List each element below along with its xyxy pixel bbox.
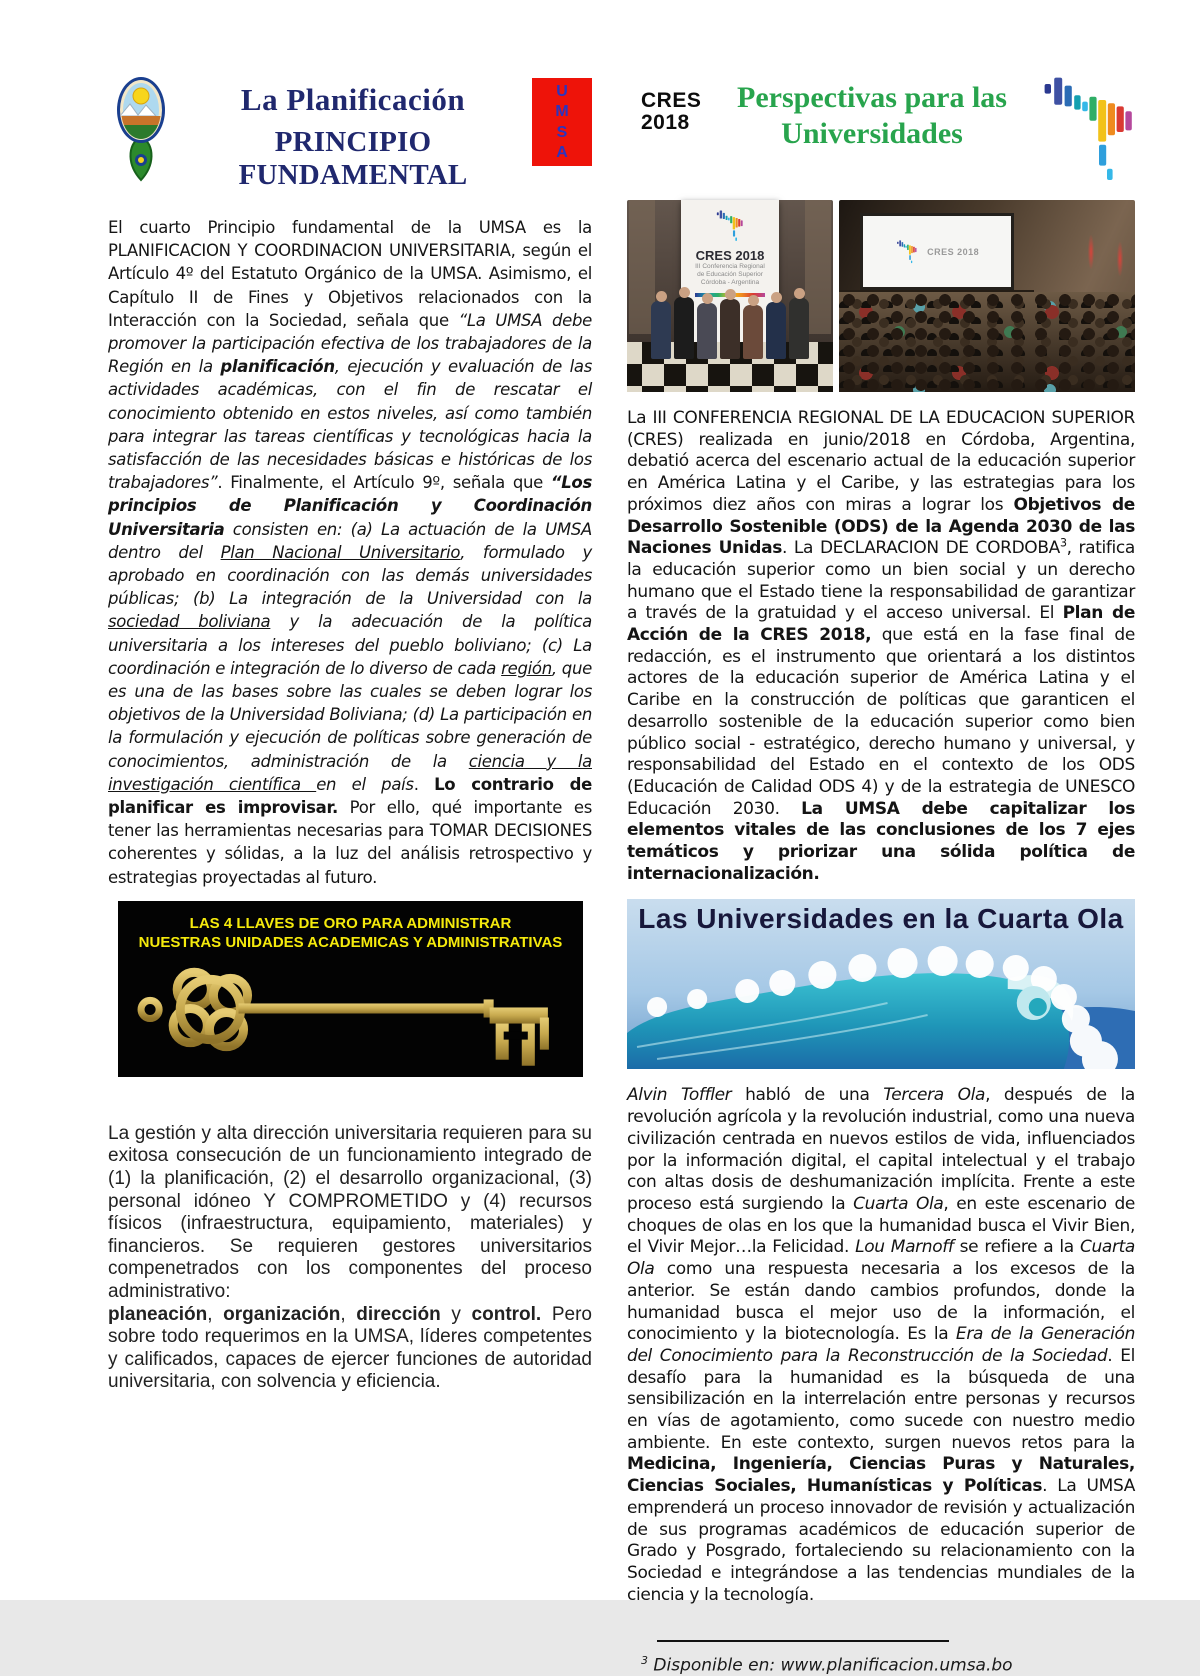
- conference-photos-row: [627, 200, 1135, 392]
- person-silhouette: [651, 301, 671, 359]
- banner-subtitle: III Conferencia Regional: [695, 263, 765, 270]
- footnote-text: [627, 1654, 1135, 1676]
- umsa-coat-of-arms-logo: [108, 74, 174, 182]
- cres-tag-line1: CRES: [641, 89, 702, 112]
- people-group: [627, 297, 833, 359]
- footnote-url: Disponible en: www.planificacion.umsa.bo: [648, 1656, 1013, 1676]
- umsa-badge: [532, 78, 592, 166]
- right-title: Perspectivas para las Universidades: [737, 81, 1007, 150]
- badge-letter: S: [556, 123, 568, 141]
- person-silhouette: [789, 298, 809, 359]
- footnote-block: [627, 1640, 1135, 1676]
- screen-label: CRES 2018: [927, 246, 980, 257]
- badge-letter: U: [556, 83, 568, 101]
- footnote-rule: [657, 1640, 949, 1642]
- wave-figure-title: Las Universidades en la Cuarta Ola: [638, 903, 1124, 935]
- right-paragraph-cres: La III CONFERENCIA REGIONAL DE LA EDUCACION SUPERIOR (CRES) realizada en junio/2018 en Córdoba, Argentina, debatió acerca del escenario actual de la educación superior en América Latina y el Caribe, y las estrategias para los próximos diez años con miras a lograr los Objetivos de Desarrollo Sostenible (ODS) de la Agenda 2030 de las Naciones Unidas. La DECLARACION DE CORDOBA$^3$, ratifica la educación superior como un bien social y un derecho humano que el Estado tiene la responsabilidad de garantizar a través de la gratuidad y el acceso universal. El Plan de Acción de la CRES 2018, que está en la fase final de redacción, es el instrumento que orientará a los distintos actores de la educación superior de América Latina y el Caribe en la construcción de políticas que garanticen el desarrollo sostenible de la educación superior como bien público social - estratégico, derecho humano y universal, y responsabilidad del Estado en el contexto de los ODS (Educación de Calidad ODS 4) y de la estrategia de UNESCO Educación 2030. La UMSA debe capitalizar los elementos vitales de las conclusiones de los 7 ejes temáticos y priorizar una sólida política de internacionalización.: [627, 408, 1135, 884]
- person-silhouette: [720, 299, 740, 359]
- wall-light: [1088, 235, 1094, 269]
- badge-letter: M: [555, 103, 569, 121]
- left-title-line2: PRINCIPIO FUNDAMENTAL: [238, 126, 468, 191]
- right-column: [627, 74, 1135, 1676]
- left-title-line1: La Planificación: [240, 82, 466, 117]
- banner-subtitle: de Educación Superior: [697, 271, 763, 278]
- badge-letter: A: [556, 143, 568, 161]
- cres-banner-logo: [713, 210, 747, 242]
- left-paragraph-gestion: La gestión y alta dirección universitaria requieren para su exitosa consecución de un funcionamiento integrado de (1) la planificación, (2) el desarrollo organizacional, (3) personal idóneo Y COMPROMETIDO y (4) recursos físicos (infraestructura, equipamiento, materiales) y financieros. Se requieren gestores universitarios compenetrados con los componentes del proceso administrativo:: [108, 1122, 592, 1303]
- cres-2018-tag: [641, 90, 701, 134]
- screen-cres-logo: [894, 240, 920, 264]
- key-figure-title-line2: NUESTRAS UNIDADES ACADEMICAS Y ADMINISTRATIVAS: [138, 933, 563, 951]
- cres-latam-bars-logo: [1043, 76, 1135, 184]
- key-figure-title-line1: LAS 4 LLAVES DE ORO PARA ADMINISTRAR: [189, 914, 512, 932]
- cuarta-ola-figure: [627, 899, 1135, 1069]
- auditorium-photo: [839, 200, 1135, 392]
- left-column: [108, 74, 592, 1394]
- banner-title: CRES 2018: [695, 248, 765, 263]
- right-paragraph-toffler: Alvin Toffler habló de una Tercera Ola, después de la revolución agrícola y la revolución industrial, como una nueva civilización centrada en nuevos estilos de vida, influenciados por la información digital, el capital intelectual y el trabajo con altas dosis de deshumanización implícita. Frente a este proceso está surgiendo la Cuarta Ola, en este escenario de choques de olas en los que la humanidad busca el Vivir Bien, el Vivir Mejor…la Felicidad. Lou Marnoff se refiere a la Cuarta Ola como una respuesta necesaria a los excesos de la anterior. Se están dando cambios profundos, donde la humanidad busca el mejor uso de la información, el conocimiento y la biotecnología. Es la Era de la Generación del Conocimiento para la Reconstrucción de la Sociedad. El desafío para la humanidad es la búsqueda de una sensibilización en la interrelación entre personas y recursos en vías de agotamiento, como sucede con nuestro medio ambiente. En este contexto, surgen nuevos retos para la Medicina, Ingeniería, Ciencias Puras y Naturales, Ciencias Sociales, Humanísticas y Políticas. La UMSA emprenderá un proceso innovador de revisión y actualización de sus programas académicos de educación superior de Grado y Posgrado, fortaleciendo su relacionamiento con la Sociedad e integrándose a las tendencias mundiales de la ciencia y la tecnología.: [627, 1085, 1136, 1605]
- projection-screen: [860, 213, 1014, 290]
- left-paragraph-proceso: planeación, organización, dirección y control. Pero sobre todo requerimos en la UMSA, líderes competentes y calificados, capaces de ejercer funciones de autoridad universitaria, con solvencia y eficiencia.: [108, 1303, 592, 1393]
- footnote-marker: 3: [641, 1654, 648, 1668]
- left-paragraph-principio: El cuarto Principio fundamental de la UMSA es la PLANIFICACION Y COORDINACION UNIVERSITARIA, según el Artículo 4º del Estatuto Orgánico de la UMSA. Asimismo, el Capítulo II de Fines y Objetivos relacionados con la Interacción con la Sociedad, señala que “La UMSA debe promover la participación efectiva de los trabajadores de la Región en la planificación, ejecución y evaluación de las actividades académicas, con el fin de rescatar el conocimiento obtenido en estos niveles, así como también para integrar las tareas científicas y tecnológicas hacia la satisfacción de las necesidades básicas e históricas de los trabajadores”. Finalmente, el Artículo 9º, señala que “Los principios de Planificación y Coordinación Universitaria consisten en: (a) La actuación de la UMSA dentro del Plan Nacional Universitario, formulado y aprobado en coordinación con las demás universidades públicas; (b) La integración de la Universidad con la sociedad boliviana y la adecuación de la política universitaria a los intereses del pueblo boliviano; (c) La coordinación e integración de lo diverso de cada región, que es una de las bases sobre las cuales se deben lograr los objetivos de la Universidad Boliviana; (d) La participación en la formulación y ejecución de políticas sobre generación de conocimientos, administración de la ciencia y la investigación científica en el país. Lo contrario de planificar es improvisar. Por ello, qué importante es tener las herramientas necesarias para TOMAR DECISIONES coherentes y sólidas, a la luz del análisis retrospectivo y estrategias proyectadas al futuro.: [108, 218, 592, 887]
- wall-light: [1117, 242, 1123, 276]
- person-silhouette: [766, 302, 786, 359]
- banner-subtitle: Córdoba - Argentina: [700, 279, 760, 286]
- audience-crowd: [839, 292, 1135, 392]
- left-title-block: [174, 74, 532, 192]
- cres-tag-line2: 2018: [641, 111, 690, 134]
- golden-key-figure: [118, 901, 583, 1077]
- conference-group-photo: [627, 200, 833, 392]
- person-silhouette: [674, 297, 694, 359]
- ocean-wave-illustration: [627, 937, 1135, 1069]
- right-header: [627, 74, 1135, 192]
- left-header: [108, 74, 592, 191]
- golden-key-illustration: [130, 956, 572, 1074]
- person-silhouette: [697, 303, 717, 359]
- person-silhouette: [743, 305, 763, 359]
